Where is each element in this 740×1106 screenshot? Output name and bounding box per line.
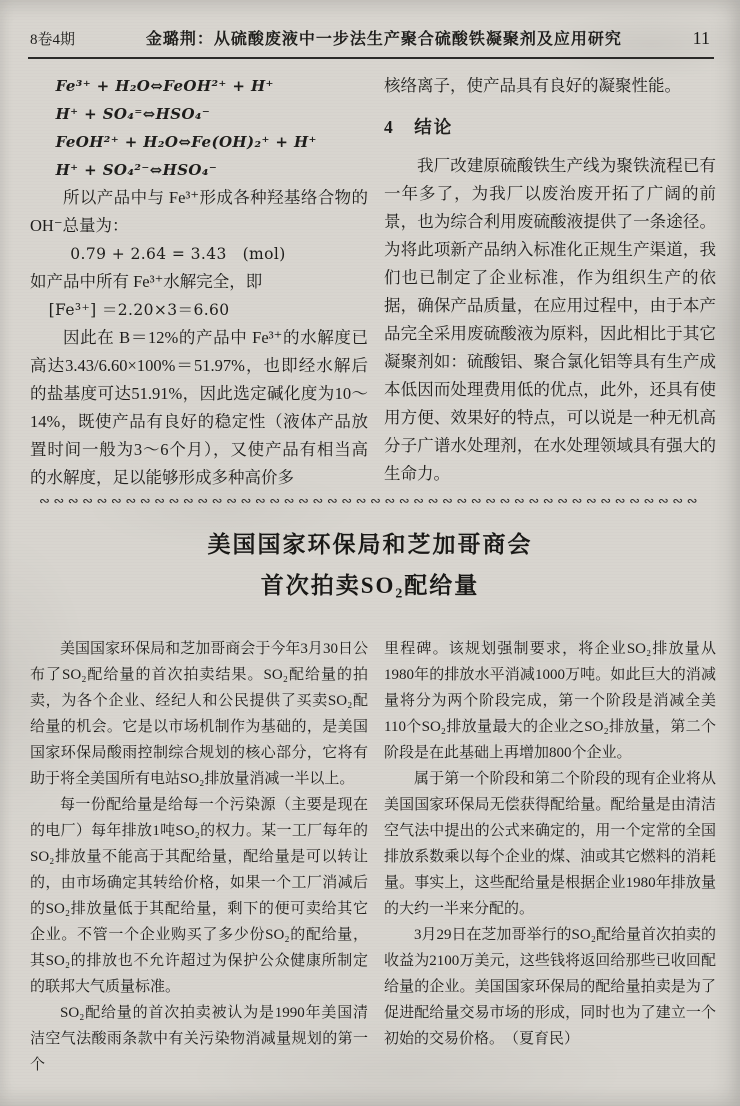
chemical-equations [30, 72, 368, 184]
fe3-concentration-formula: [Fe³⁺] ＝2.20×3＝6.60 [48, 301, 230, 319]
hydroxyl-complex-intro: 所以产品中与 Fe³⁺形成各种羟基络合物的 OH⁻总量为： [30, 188, 368, 235]
conclusion-paragraph: 我厂改建原硫酸铁生产线为聚铁流程已有一年多了，为我厂以废治废开拓了广阔的前景，也为综合利用废硫酸液提供了一条途径。为将此项新产品纳入标准化正规生产渠道，我们也已制定了企业标准，作为组织生产的依据，确保产品质量，在应用过程中，由于本产品完全采用废硫酸液为原料，因此相比于其它凝聚剂如：硫酸铝、聚合氯化铝等具有生产成本低因而处理费用低的优点，此外，还具有使用方便、效果好的特点，可以说是一种无机高分子广谱水处理剂，在水处理领域具有强大的生命力。 [384, 156, 716, 483]
allowance-allocation-paragraph: 属于第一个阶段和第二个阶段的现有企业将从美国国家环保局无偿获得配给量。配给量是由清洁空气法中提出的公式来确定的，用一个定常的全国排放系数乘以每个企业的煤、油或其它燃料的消耗量。事实上，这些配给量是根据企业1980年排放量的大约一半来分配的。 [384, 771, 716, 917]
header-rule [28, 57, 714, 59]
volume-issue: 8卷4期 [30, 32, 76, 48]
ornament-divider: ∾∾∾∾∾∾∾∾∾∾∾∾∾∾∾∾∾∾∾∾∾∾∾∾∾∾∾∾∾∾∾∾∾∾∾∾∾∾∾∾∾∾∾∾∾∾ [38, 494, 702, 509]
page-number: 11 [692, 28, 710, 48]
article-so2-auction-section [30, 636, 716, 1078]
auction-intro-paragraph: 美国国家环保局和芝加哥商会于今年3月30日公布了SO₂配给量的首次拍卖结果。SO₂配给量的拍卖，为各个企业、经纪人和公民提供了买卖SO₂配给量的机会。它是以市场机制作为基础的，是美国国家环保局酸雨控制综合规划的核心部分，它将有助于将全美国所有电站SO₂排放量消减一半以上。 [30, 641, 368, 787]
conclusion-heading: 4 结论 [384, 117, 454, 137]
column-continuation-line: 核络离子，使产品具有良好的凝聚性能。 [384, 76, 681, 95]
hydrolysis-degree-paragraph: 因此在 B＝12%的产品中 Fe³⁺的水解度已高达3.43/6.60×100%＝51.97%，也即经水解后的盐基度可达51.91%，因此选定碱化度为10～14%，既使产品有良好的稳定性（液体产品放置时间一般为3～6个月），又使产品有相当高的水解度，足以能够形成多种高价多 [30, 328, 368, 487]
equation-line-3: FeOH²⁺ + H₂O⇔Fe(OH)₂⁺ + H⁺ [55, 133, 317, 151]
article2-left-column [30, 636, 368, 1078]
article1-left-column [30, 72, 368, 492]
equation-line-4: H⁺ + SO₄²⁻⇔HSO₄⁻ [55, 161, 218, 179]
page-header [30, 26, 714, 49]
article2-title [0, 524, 740, 606]
running-title: 金璐荆：从硫酸废液中一步法生产聚合硫酸铁凝聚剂及应用研究 [145, 31, 622, 48]
article1-right-column [384, 72, 716, 492]
equation-line-2: H⁺ + SO₄⁼⇔HSO₄⁻ [55, 105, 211, 123]
article2-title-line-2: 首次拍卖SO₂配给量 [260, 573, 480, 598]
first-auction-milestone-paragraph: SO₂配给量的首次拍卖被认为是1990年美国清洁空气法酸雨条款中有关污染物消减量规划的第一个 [30, 1005, 368, 1073]
auction-proceeds-paragraph: 3月29日在芝加哥举行的SO₂配给量首次拍卖的收益为2100万美元，这些钱将返回给那些已收回配给量的企业。美国国家环保局的配给量拍卖是为了促进配给量交易市场的形成，同时也为了建立一个初始的交易价格。 （夏育民） [384, 927, 716, 1047]
allowance-definition-paragraph: 每一份配给量是给每一个污染源（主要是现在的电厂）每年排放1吨SO₂的权力。某一工厂每年的SO₂排放量不能高于其配给量，配给量是可以转让的，由市场确定其转给价格，如果一个工厂消减后的SO₂排放量低于其配给量，剩下的便可卖给其它企业。不管一个企业购买了多少份SO₂的配给量，其SO₂的排放也不允许超过为保护公众健康所制定的联邦大气质量标准。 [30, 797, 368, 995]
milestone-continuation-paragraph: 里程碑。该规划强制要求，将企业SO₂排放量从1980年的排放水平消减1000万吨。如此巨大的消减量将分为两个阶段完成，第一个阶段是消减全美110个SO₂排放量最大的企业之SO₂排放量，第二个阶段是在此基础上再增加800个企业。 [384, 641, 716, 761]
article-conclusion-section [30, 72, 716, 492]
equation-line-1: Fe³⁺ + H₂O⇔FeOH²⁺ + H⁺ [55, 77, 274, 95]
oh-total-formula: 0.79 + 2.64 = 3.43 (mol) [70, 245, 286, 263]
hydrolysis-complete-note: 如产品中所有 Fe³⁺水解完全，即 [30, 272, 263, 291]
article2-right-column [384, 636, 716, 1078]
article2-title-line-1: 美国国家环保局和芝加哥商会 [207, 532, 533, 557]
